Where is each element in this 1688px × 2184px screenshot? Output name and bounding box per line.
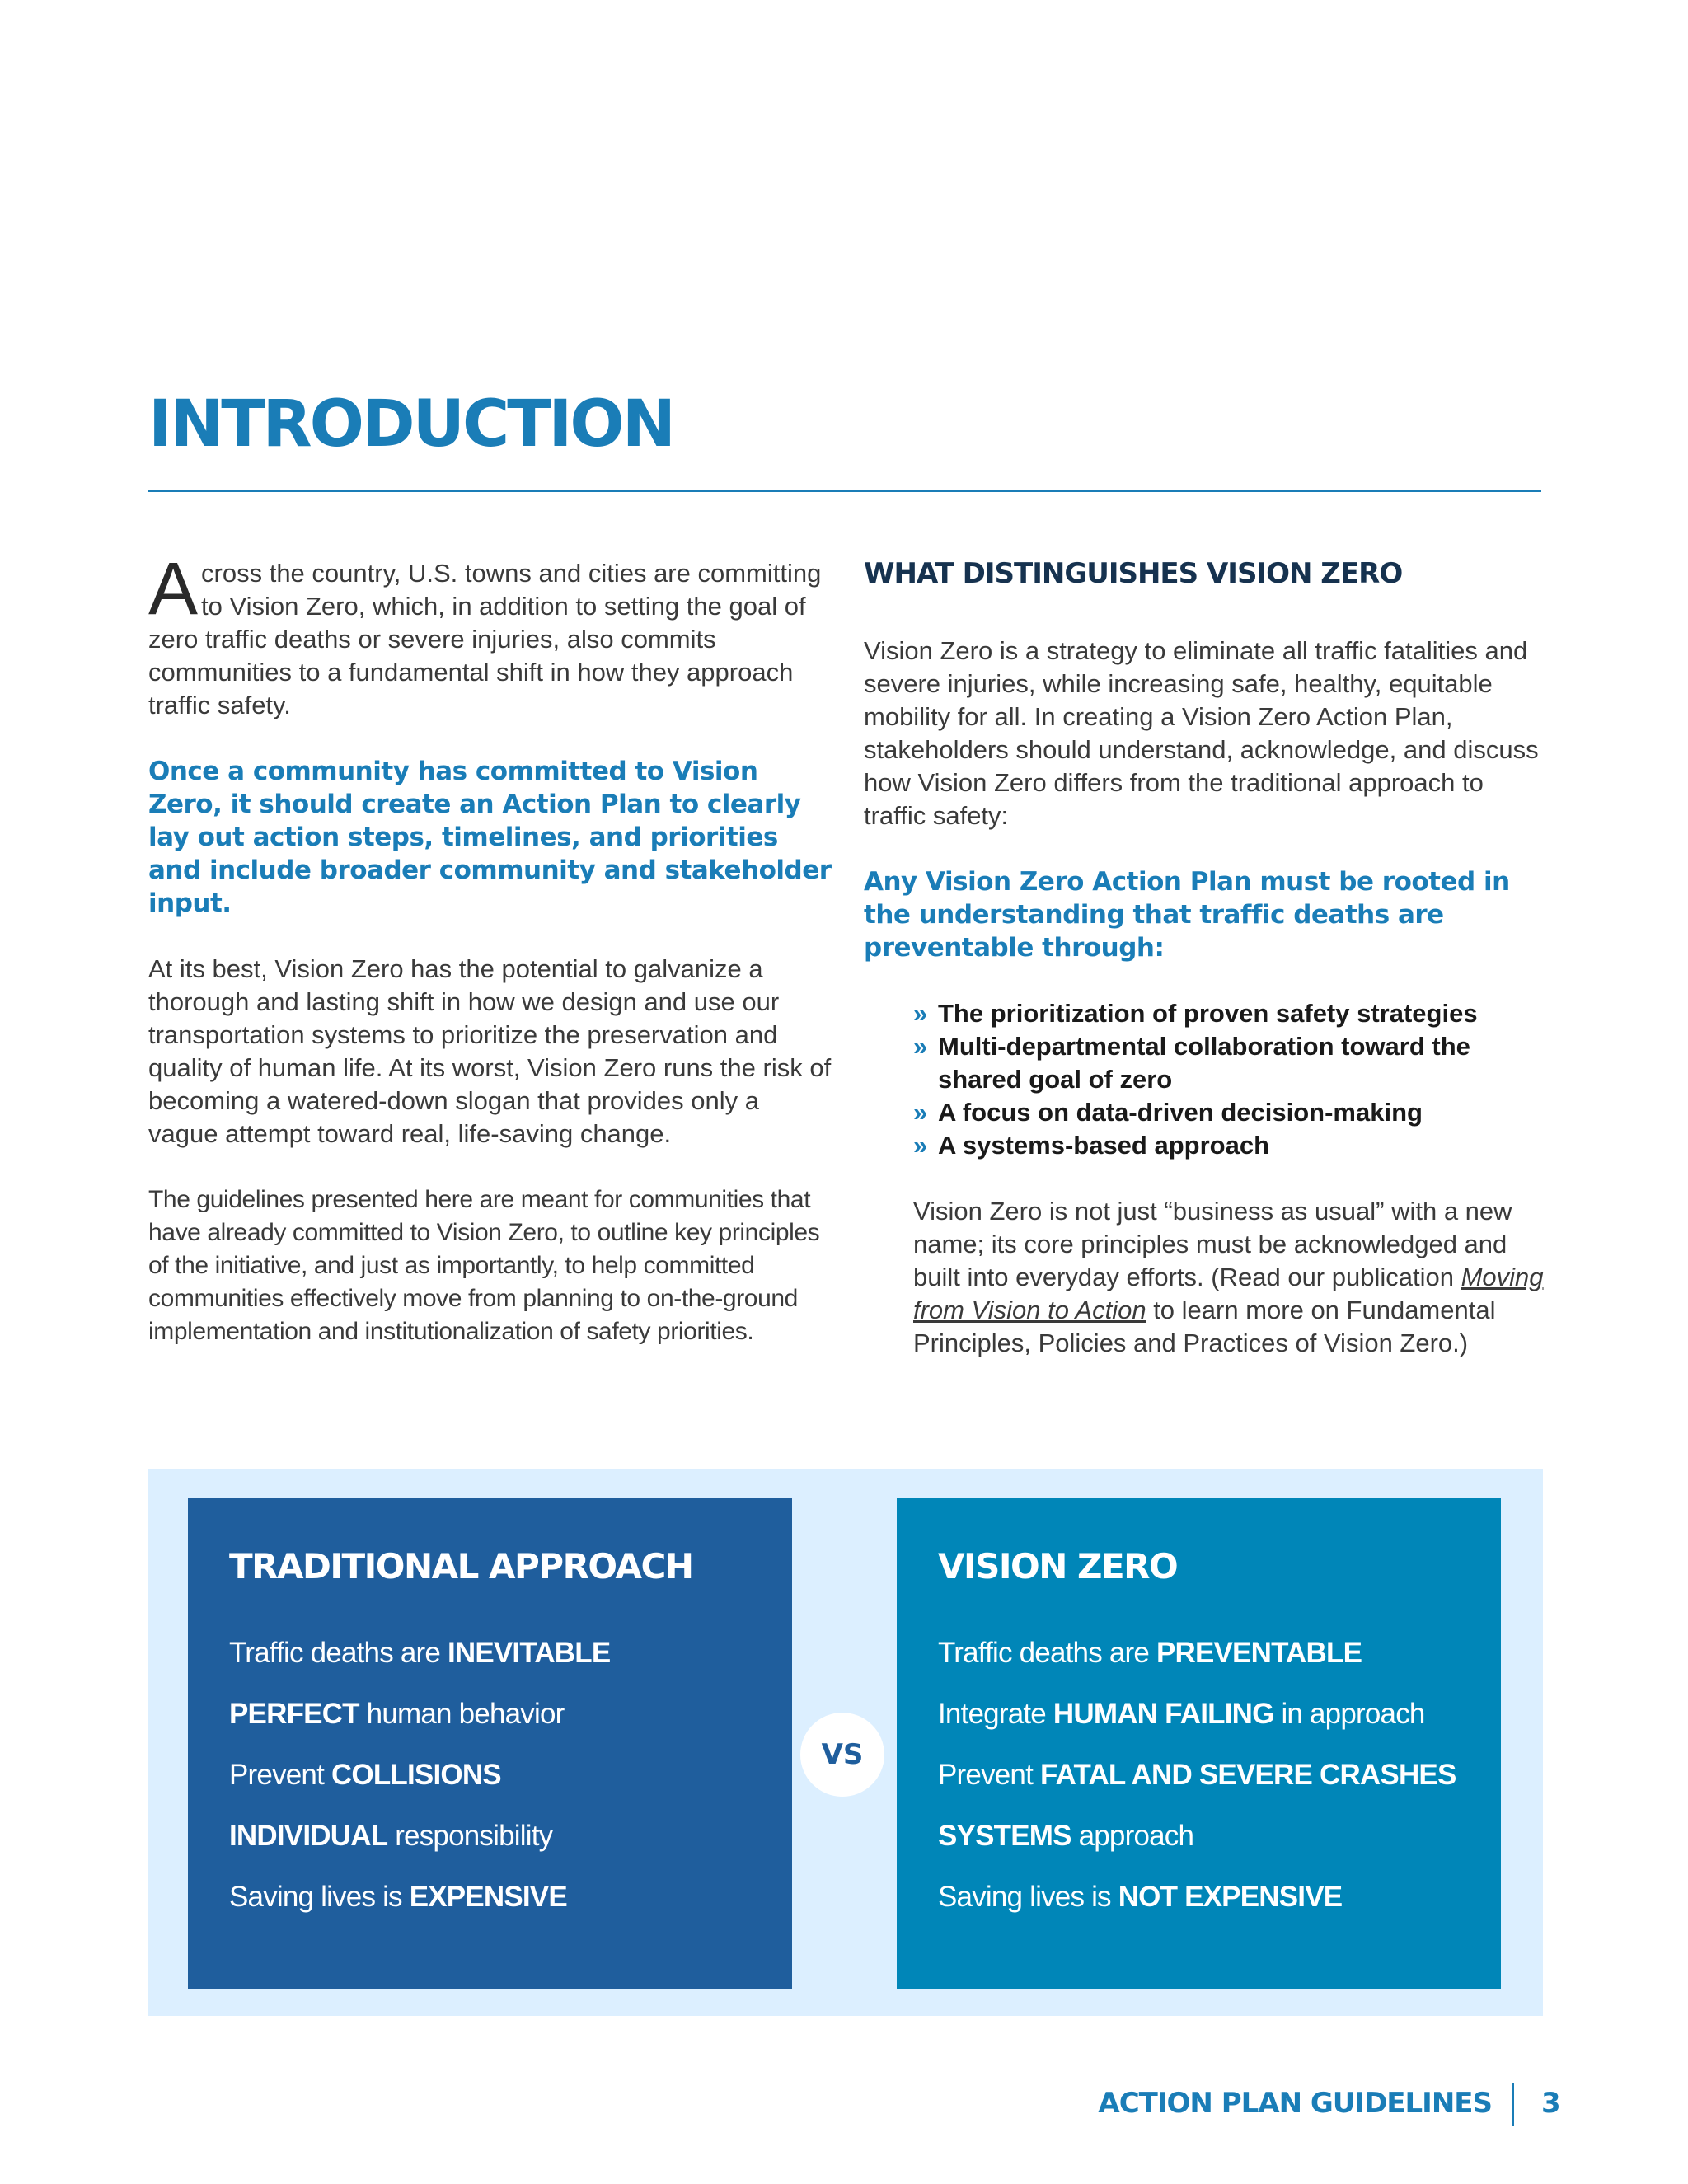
title-divider	[148, 490, 1541, 492]
list-item: PERFECT human behavior	[229, 1698, 565, 1730]
right-column	[864, 557, 1548, 1393]
list-item: » A focus on data-driven decision-making	[913, 1096, 1548, 1129]
list-item: Traffic deaths are PREVENTABLE	[938, 1637, 1362, 1669]
strategy-paragraph: Vision Zero is a strategy to eliminate all traffic fatalities and severe injuries, while increasing safe, healthy, equitable mobility for all. In creating a Vision Zero Action Plan, stakeholders should understand, acknowledge, and discuss how Vision Zero differs from the traditional approach to traffic safety:	[864, 636, 1539, 830]
list-item: » The prioritization of proven safety strategies	[913, 997, 1548, 1030]
list-item: » Multi-departmental collaboration toward the shared goal of zero	[913, 1032, 1470, 1094]
traditional-list	[229, 1636, 792, 1914]
traditional-title: TRADITIONAL APPROACH	[229, 1546, 693, 1586]
list-item: Saving lives is EXPENSIVE	[229, 1881, 567, 1913]
vs-badge: VS	[800, 1713, 884, 1797]
list-item: Integrate HUMAN FAILING in approach	[938, 1698, 1425, 1730]
bullet-chevron-icon: »	[913, 1131, 928, 1160]
principles-list	[913, 997, 1548, 1162]
list-item: SYSTEMS approach	[938, 1820, 1194, 1852]
intro-paragraph	[148, 548, 832, 722]
vision-zero-box	[897, 1498, 1501, 1989]
action-plan-callout: Once a community has committed to Vision Zero, it should create an Action Plan to clearly lay out action steps, timelines, and priorities and include broader community and stakeholder input.	[148, 757, 832, 918]
intro-text: cross the country, U.S. towns and cities are committing to Vision Zero, which, in addition to setting the goal of zero traffic deaths or severe injuries, also commits communities to a fundamental shift in how they approach traffic safety.	[148, 559, 822, 719]
vision-zero-list	[938, 1636, 1501, 1914]
list-item: Traffic deaths are INEVITABLE	[229, 1637, 611, 1669]
list-item: Prevent COLLISIONS	[229, 1759, 501, 1791]
best-worst-paragraph: At its best, Vision Zero has the potential to galvanize a thorough and lasting shift in how we design and use our transportation systems to prioritize the preservation and quality of human life. At its worst, Vision Zero runs the risk of becoming a watered-down slogan that provides only a vague attempt toward real, life-saving change.	[148, 954, 832, 1148]
publication-link[interactable]: Moving from Vision to Action	[913, 1263, 1544, 1324]
list-item: » A systems-based approach	[913, 1129, 1548, 1162]
list-item: Prevent FATAL AND SEVERE CRASHES	[938, 1759, 1456, 1791]
page-title: INTRODUCTION	[148, 387, 674, 462]
list-item: Saving lives is NOT EXPENSIVE	[938, 1881, 1343, 1913]
rooted-callout: Any Vision Zero Action Plan must be rooted in the understanding that traffic deaths are preventable through:	[864, 867, 1510, 963]
business-as-usual-paragraph: Vision Zero is not just “business as usual” with a new name; its core principles must be acknowledged and built into everyday efforts. (Read our publication Moving from Vision to Action to learn more on Fundamental Principles, Policies and Practices of Vision Zero.)	[913, 1197, 1544, 1357]
footer-divider	[1512, 2083, 1514, 2126]
section-heading: WHAT DISTINGUISHES VISION ZERO	[864, 557, 1403, 590]
guidelines-paragraph: The guidelines presented here are meant for communities that have already committed to Vision Zero, to outline key principles of the initiative, and just as importantly, to help committed communities effectively move from planning to on-the-ground implementation and institutionalization of safety priorities.	[148, 1186, 820, 1345]
bullet-chevron-icon: »	[913, 1098, 928, 1127]
page-number: 3	[1541, 2087, 1561, 2120]
left-column	[148, 548, 832, 1381]
bullet-chevron-icon: »	[913, 1032, 928, 1061]
list-item: INDIVIDUAL responsibility	[229, 1820, 553, 1852]
drop-cap: A	[148, 548, 199, 630]
bullet-chevron-icon: »	[913, 999, 928, 1028]
footer-label: ACTION PLAN GUIDELINES	[1098, 2087, 1492, 2120]
traditional-approach-box	[188, 1498, 792, 1989]
vision-zero-title: VISION ZERO	[938, 1546, 1178, 1586]
